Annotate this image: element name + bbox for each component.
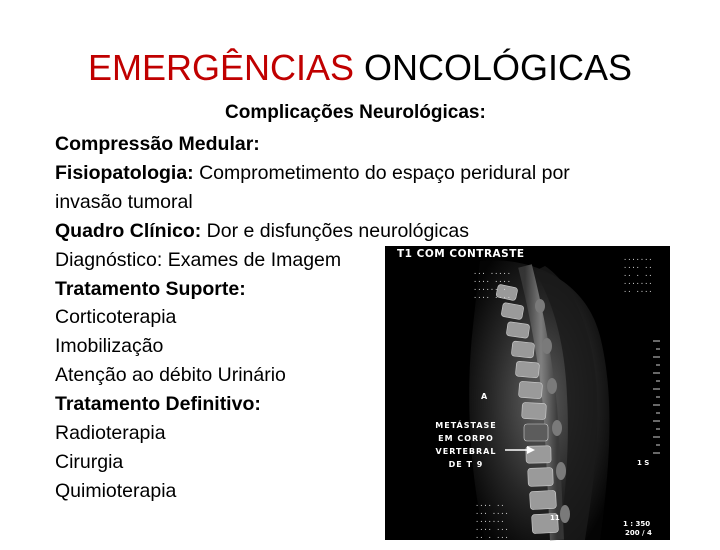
- mri-scale-bottom: 1 S: [637, 459, 650, 467]
- mri-vertebra-number: 11: [550, 514, 560, 522]
- fisiopatologia-label: Fisiopatologia:: [55, 161, 194, 184]
- corticoterapia-item: Corticoterapia: [55, 306, 177, 329]
- fisiopatologia-line: [55, 159, 675, 188]
- mri-top-right-info: ······· ···· ·· ·· · ·· ······· ·· ····: [623, 256, 653, 296]
- mri-bottom-left-info: ···· ·· ··· ···· ······· ···· ··· ·· · ···: [475, 502, 509, 542]
- annotation-line-4: DE T 9: [448, 460, 484, 469]
- slide-title: [0, 44, 720, 92]
- mri-corner-br: 1 : 350: [623, 520, 651, 528]
- tratamento-suporte-heading: Tratamento Suporte:: [55, 277, 246, 300]
- fisiopatologia-text: Comprometimento do espaço peridural por: [193, 161, 570, 184]
- mri-spine-image: [385, 246, 670, 540]
- title-emergencias: EMERGÊNCIAS: [87, 47, 354, 88]
- quimioterapia-item: Quimioterapia: [55, 479, 177, 502]
- radioterapia-item: Radioterapia: [55, 422, 166, 445]
- compressao-medular-heading: Compressão Medular:: [55, 133, 260, 155]
- annotation-line-3: VERTEBRAL: [435, 447, 497, 456]
- quadro-clinico-text: Dor e disfunções neurológicas: [201, 219, 469, 242]
- diagnostico-line: Diagnóstico: Exames de Imagem: [55, 248, 342, 271]
- annotation-line-1: METÁSTASE: [435, 421, 497, 430]
- annotation-line-2: EM CORPO: [438, 434, 494, 443]
- quadro-clinico-label: Quadro Clínico:: [55, 219, 202, 242]
- title-oncologicas: ONCOLÓGICAS: [364, 47, 633, 88]
- imobilizacao-item: Imobilização: [55, 335, 164, 358]
- mri-annotation: [421, 419, 511, 471]
- mri-marker-a: A: [481, 392, 488, 401]
- tratamento-definitivo-heading: Tratamento Definitivo:: [55, 393, 261, 416]
- mri-corner-br2: 200 / 4: [625, 529, 652, 537]
- mri-header-label: T1 COM CONTRASTE: [397, 248, 525, 260]
- slide-subtitle: Complicações Neurológicas:: [225, 102, 486, 123]
- cirurgia-item: Cirurgia: [55, 450, 124, 473]
- fisiopatologia-continued: invasão tumoral: [55, 190, 193, 213]
- quadro-clinico-line: [55, 217, 675, 246]
- mri-top-left-info: ··· ····· ···· ···· ······ · ···· ····: [473, 270, 511, 302]
- debito-urinario-item: Atenção ao débito Urinário: [55, 364, 286, 387]
